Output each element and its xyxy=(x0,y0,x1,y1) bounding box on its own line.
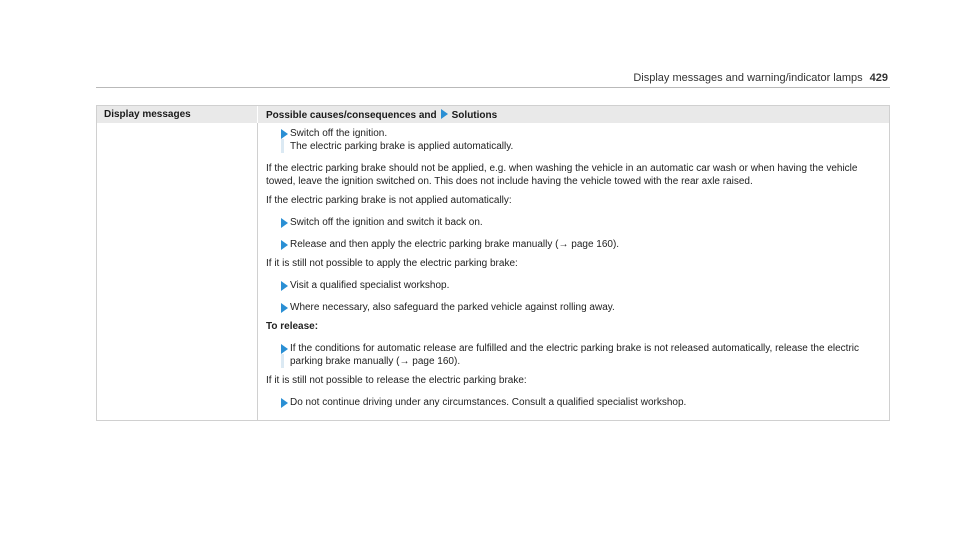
paragraph: If it is still not possible to release the electric parking brake: xyxy=(266,375,527,386)
header-rule xyxy=(96,87,890,88)
col1-header: Display messages xyxy=(104,109,191,120)
paragraph: If the electric parking brake is not applied automatically: xyxy=(266,195,512,206)
step-item xyxy=(266,279,884,292)
step-text: Switch off the ignition and switch it back on. xyxy=(290,217,483,228)
step-item xyxy=(266,127,884,153)
table-header xyxy=(97,106,889,123)
result-bar xyxy=(281,139,284,153)
paragraph: If the electric parking brake should not be applied, e.g. when washing the vehicle in an automatic car wash or when having the vehicle towed, leave the ignition switched on. This does not include having the vehicle towed with the rear axle raised. xyxy=(266,163,858,187)
action-arrow-icon xyxy=(441,109,448,119)
col2-header-prefix: Possible causes/consequences and xyxy=(266,110,437,121)
action-arrow-icon xyxy=(281,281,288,291)
action-arrow-icon xyxy=(281,398,288,408)
step-text: Visit a qualified specialist workshop. xyxy=(290,280,450,291)
result-bar xyxy=(281,354,284,368)
step-text: Release and then apply the electric parking brake manually (→ page 160). xyxy=(290,239,620,250)
solutions-cell xyxy=(266,127,884,409)
step-item xyxy=(266,396,884,409)
step-text: Where necessary, also safeguard the parked vehicle against rolling away. xyxy=(290,302,615,313)
column-divider xyxy=(257,123,258,420)
action-arrow-icon xyxy=(281,240,288,250)
page-number: 429 xyxy=(869,72,888,84)
step-item xyxy=(266,216,884,229)
release-heading: To release: xyxy=(266,321,319,332)
running-header xyxy=(633,72,888,84)
step-result: The electric parking brake is applied automatically. xyxy=(290,141,514,152)
step-item xyxy=(266,301,884,314)
header-title: Display messages and warning/indicator lamps xyxy=(633,72,863,84)
messages-table xyxy=(96,105,890,421)
step-text: If the conditions for automatic release are fulfilled and the electric parking brake is not released automatically, release the electric parking brake manually (→ page 160). xyxy=(290,343,860,367)
action-arrow-icon xyxy=(281,218,288,228)
step-item xyxy=(266,238,884,251)
header-divider xyxy=(257,106,258,123)
action-arrow-icon xyxy=(281,344,288,354)
step-text: Do not continue driving under any circumstances. Consult a qualified specialist workshop. xyxy=(290,397,687,408)
step-text: Switch off the ignition. xyxy=(290,128,388,139)
action-arrow-icon xyxy=(281,129,288,139)
col2-header-suffix: Solutions xyxy=(451,110,498,121)
action-arrow-icon xyxy=(281,303,288,313)
step-item xyxy=(266,342,884,368)
col2-header xyxy=(266,109,497,121)
paragraph: If it is still not possible to apply the electric parking brake: xyxy=(266,258,518,269)
